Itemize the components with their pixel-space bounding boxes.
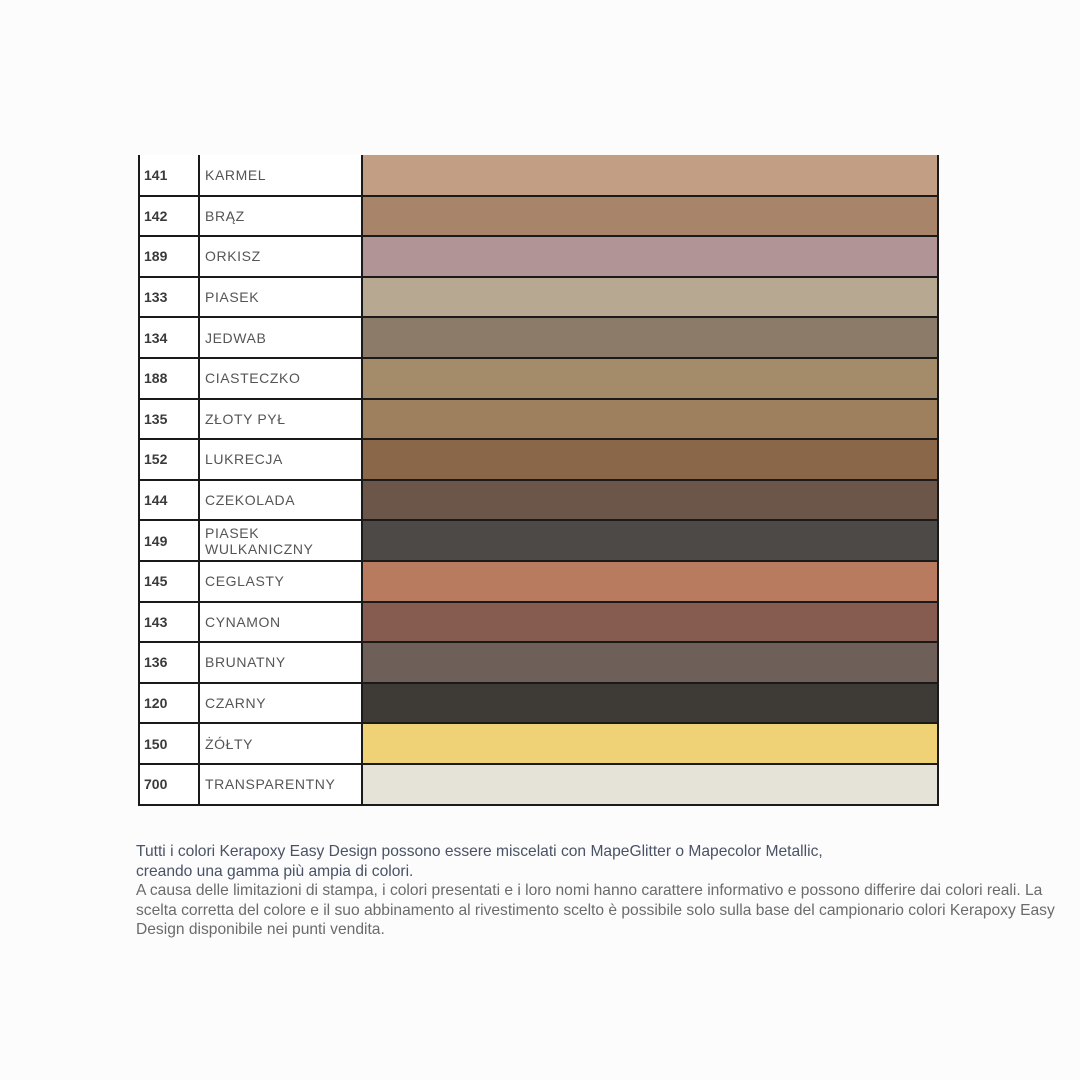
color-swatch: [362, 155, 938, 196]
color-swatch: [362, 358, 938, 399]
color-swatch: [362, 683, 938, 724]
color-chart-table: [138, 155, 939, 806]
note-paragraph-1: Tutti i colori Kerapoxy Easy Design possono essere miscelati con MapeGlitter o Mapecolor Metallic, creando una gamma più ampia di colori.: [136, 843, 823, 880]
color-row: [139, 561, 938, 602]
color-swatch: [362, 317, 938, 358]
color-code: 145: [139, 561, 199, 602]
color-name: ORKISZ: [199, 236, 362, 277]
color-swatch: [362, 561, 938, 602]
color-row: [139, 155, 938, 196]
color-swatch: [362, 602, 938, 643]
color-code: 189: [139, 236, 199, 277]
color-swatch: [362, 439, 938, 480]
color-row: [139, 602, 938, 643]
color-row: [139, 480, 938, 521]
color-swatch: [362, 277, 938, 318]
color-swatch: [362, 723, 938, 764]
color-row: [139, 439, 938, 480]
color-row: [139, 764, 938, 805]
color-name: TRANSPARENTNY: [199, 764, 362, 805]
color-swatch: [362, 520, 938, 561]
color-row: [139, 196, 938, 237]
color-name: KARMEL: [199, 155, 362, 196]
color-name: CIASTECZKO: [199, 358, 362, 399]
color-name: CZEKOLADA: [199, 480, 362, 521]
color-row: [139, 723, 938, 764]
color-name: BRĄZ: [199, 196, 362, 237]
color-row: [139, 277, 938, 318]
color-code: 142: [139, 196, 199, 237]
color-row: [139, 317, 938, 358]
color-row: [139, 399, 938, 440]
color-code: 120: [139, 683, 199, 724]
color-code: 133: [139, 277, 199, 318]
color-name: CYNAMON: [199, 602, 362, 643]
color-code: 136: [139, 642, 199, 683]
color-swatch: [362, 399, 938, 440]
color-row: [139, 683, 938, 724]
color-row: [139, 358, 938, 399]
color-swatch: [362, 764, 938, 805]
color-name: JEDWAB: [199, 317, 362, 358]
color-code: 134: [139, 317, 199, 358]
color-name: CEGLASTY: [199, 561, 362, 602]
color-code: 141: [139, 155, 199, 196]
note-paragraph-2: A causa delle limitazioni di stampa, i colori presentati e i loro nomi hanno carattere informativo e possono differire dai colori reali. La scelta corretta del colore e il suo abbinamento al rivestimento scelto è possibile solo sulla base del campionario colori Kerapoxy Easy Design disponibile nei punti vendita.: [136, 882, 1055, 938]
color-code: 135: [139, 399, 199, 440]
disclaimer-note: [136, 842, 1066, 940]
color-name: PIASEK: [199, 277, 362, 318]
color-row: [139, 642, 938, 683]
color-name: ZŁOTY PYŁ: [199, 399, 362, 440]
color-swatch: [362, 642, 938, 683]
color-swatch: [362, 196, 938, 237]
color-swatch: [362, 480, 938, 521]
color-swatch: [362, 236, 938, 277]
color-row: [139, 236, 938, 277]
color-name: CZARNY: [199, 683, 362, 724]
color-name: LUKRECJA: [199, 439, 362, 480]
color-name: PIASEK WULKANICZNY: [199, 520, 362, 561]
color-code: 143: [139, 602, 199, 643]
color-name: BRUNATNY: [199, 642, 362, 683]
color-code: 150: [139, 723, 199, 764]
color-code: 152: [139, 439, 199, 480]
color-name: ŻÓŁTY: [199, 723, 362, 764]
color-code: 149: [139, 520, 199, 561]
color-code: 188: [139, 358, 199, 399]
color-code: 700: [139, 764, 199, 805]
color-row: [139, 520, 938, 561]
color-code: 144: [139, 480, 199, 521]
color-rows: [139, 155, 938, 805]
